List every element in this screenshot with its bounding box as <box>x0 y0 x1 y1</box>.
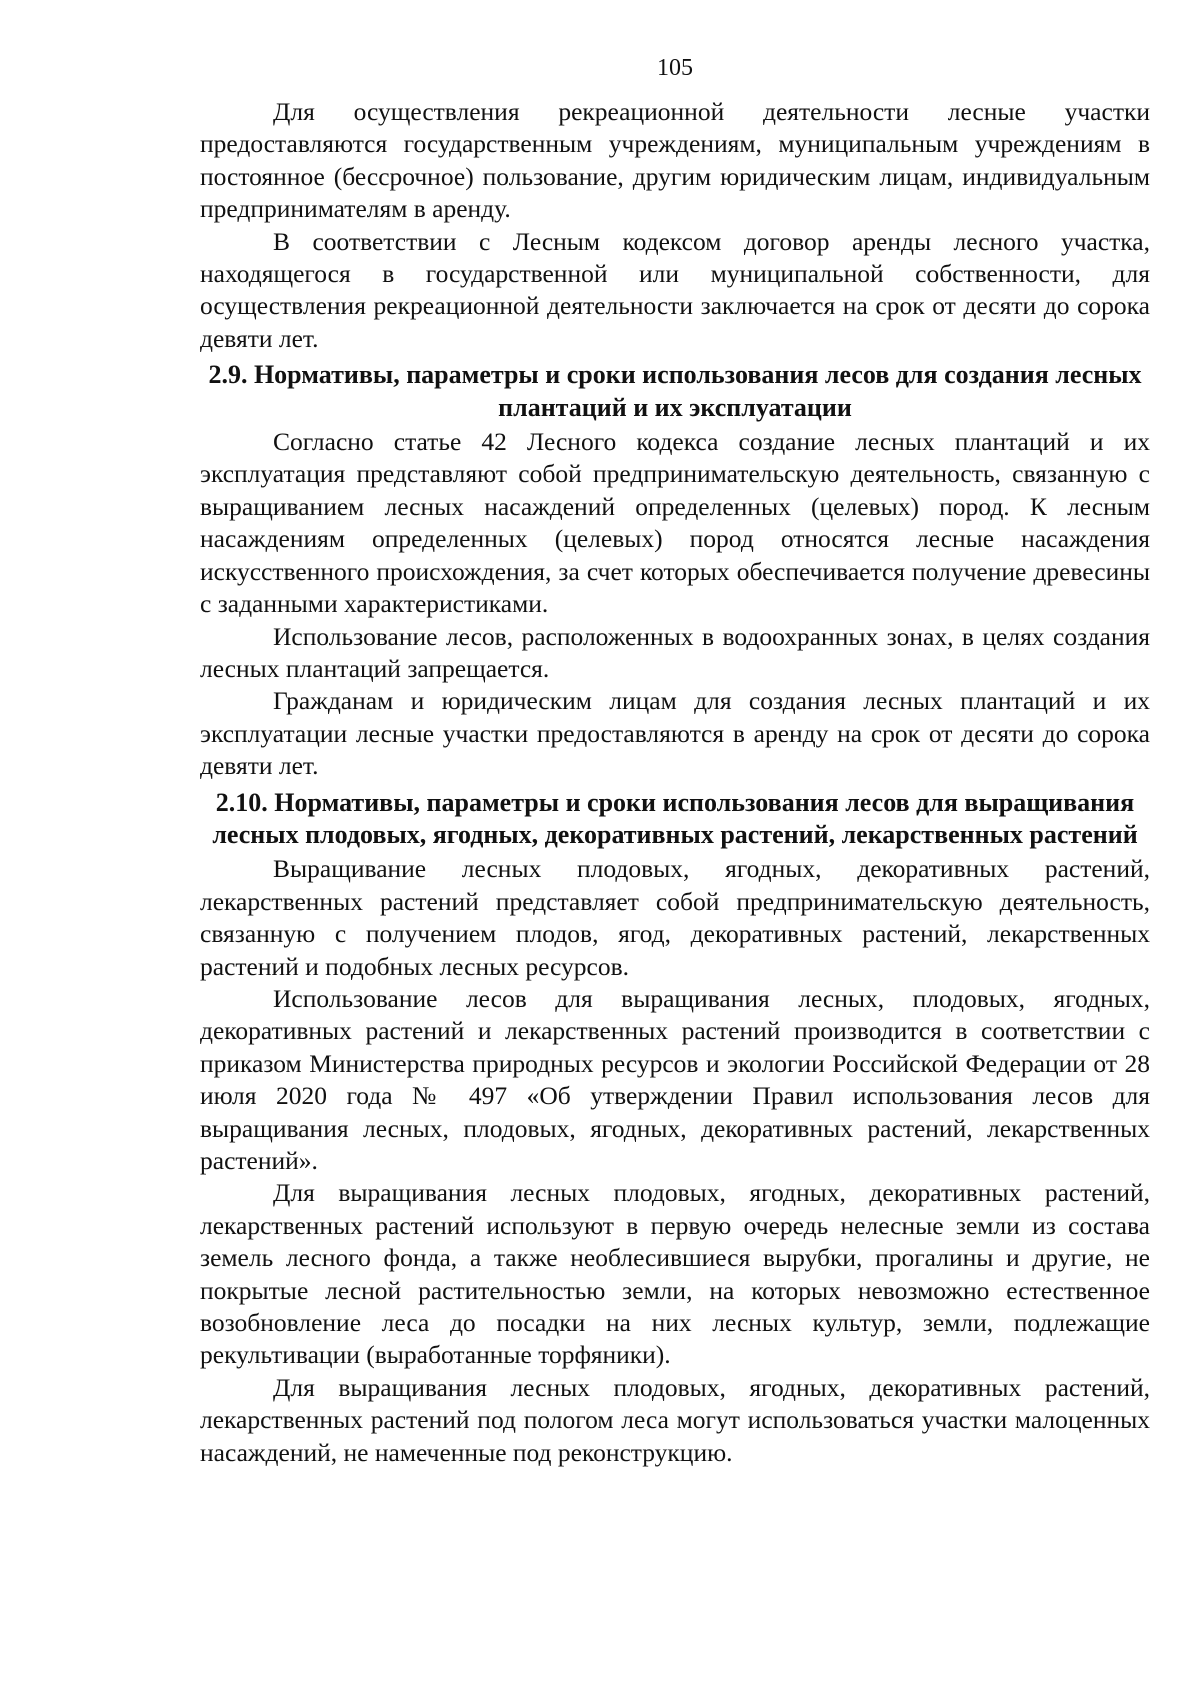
paragraph-cultivation-definition: Выращивание лесных плодовых, ягодных, декоративных растений, лекарственных растений представляет собой предпринимательскую деятельность, связанную с получением плодов, ягод, декоративных растений, лекарственных растений и подобных лесных ресурсов. <box>200 854 1150 981</box>
section-heading-2-9: 2.9. Нормативы, параметры и сроки использования лесов для создания лесных плантаций и их эксплуатации <box>208 360 1142 422</box>
section-heading-2-10: 2.10. Нормативы, параметры и сроки использования лесов для выращивания лесных плодовых, ягодных, декоративных растений, лекарственных растений <box>212 787 1138 849</box>
page-number: 105 <box>657 55 693 81</box>
paragraph-plantations-water-zones: Использование лесов, расположенных в водоохранных зонах, в целях создания лесных плантаций запрещается. <box>200 621 1150 683</box>
paragraph-plantations-lease-term: Гражданам и юридическим лицам для создания лесных плантаций и их эксплуатации лесные участки предоставляются в аренду на срок от десяти до сорока девяти лет. <box>200 686 1150 781</box>
paragraph-cultivation-order: Использование лесов для выращивания лесных, плодовых, ягодных, декоративных растений и лекарственных растений производится в соответствии с приказом Министерства природных ресурсов и экологии Российской Федерации от 28 июля 2020 года № 497 «Об утверждении Правил использования лесов для выращивания лесных, плодовых, ягодных, декоративных растений, лекарственных растений». <box>200 983 1150 1175</box>
paragraph-cultivation-lands: Для выращивания лесных плодовых, ягодных, декоративных растений, лекарственных растений используют в первую очередь нелесные земли из состава земель лесного фонда, а также необлесившиеся вырубки, прогалины и другие, не покрытые лесной растительностью земли, на которых невозможно естественное возобновление леса до посадки на них лесных культур, земли, подлежащие рекультивации (выработанные торфяники). <box>200 1178 1150 1370</box>
paragraph-cultivation-under-canopy: Для выращивания лесных плодовых, ягодных, декоративных растений, лекарственных растений под пологом леса могут использоваться участки малоценных насаждений, не намеченные под реконструкцию. <box>200 1372 1150 1467</box>
paragraph-plantations-definition: Согласно статье 42 Лесного кодекса создание лесных плантаций и их эксплуатация представляют собой предпринимательскую деятельность, связанную с выращиванием лесных насаждений определенных (целевых) пород. К лесным насаждениям определенных (целевых) пород относятся лесные насаждения искусственного происхождения, за счет которых обеспечивается получение древесины с заданными характеристиками. <box>200 427 1150 619</box>
paragraph-recreation-lease-term: В соответствии с Лесным кодексом договор аренды лесного участка, находящегося в государственной или муниципальной собственности, для осуществления рекреационной деятельности заключается на срок от десяти до сорока девяти лет. <box>200 226 1150 353</box>
document-page <box>200 52 1150 1469</box>
paragraph-recreation-allocation: Для осуществления рекреационной деятельности лесные участки предоставляются государственным учреждениям, муниципальным учреждениям в постоянное (бессрочное) пользование, другим юридическим лицам, индивидуальным предпринимателям в аренду. <box>200 97 1150 224</box>
